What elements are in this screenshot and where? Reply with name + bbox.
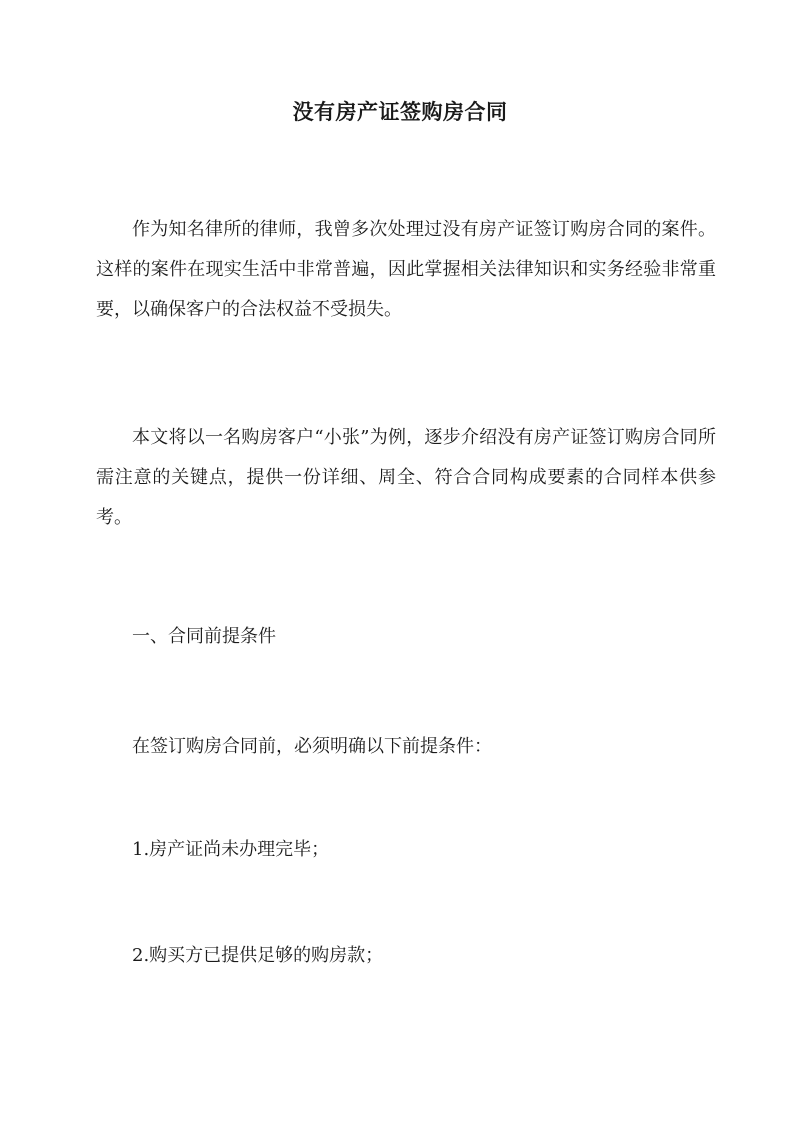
list-item-1: 1.房产证尚未办理完毕；: [132, 839, 330, 860]
intro-paragraph: 作为知名律所的律师，我曾多次处理过没有房产证签订购房合同的案件。这样的案件在现实生活中非常普遍，因此掌握相关法律知识和实务经验非常重要，以确保客户的合法权益不受损失。: [96, 219, 716, 320]
section-heading: 一、合同前提条件: [132, 626, 276, 647]
purpose-paragraph: 本文将以一名购房客户“小张”为例，逐步介绍没有房产证签订购房合同所需注意的关键点，提供一份详细、周全、符合合同构成要素的合同样本供参考。: [96, 427, 716, 528]
preconditions-paragraph: 在签订购房合同前，必须明确以下前提条件：: [132, 736, 492, 757]
list-item-2: 2.购买方已提供足够的购房款；: [132, 945, 384, 966]
document-title: 没有房产证签购房合同: [292, 99, 508, 124]
